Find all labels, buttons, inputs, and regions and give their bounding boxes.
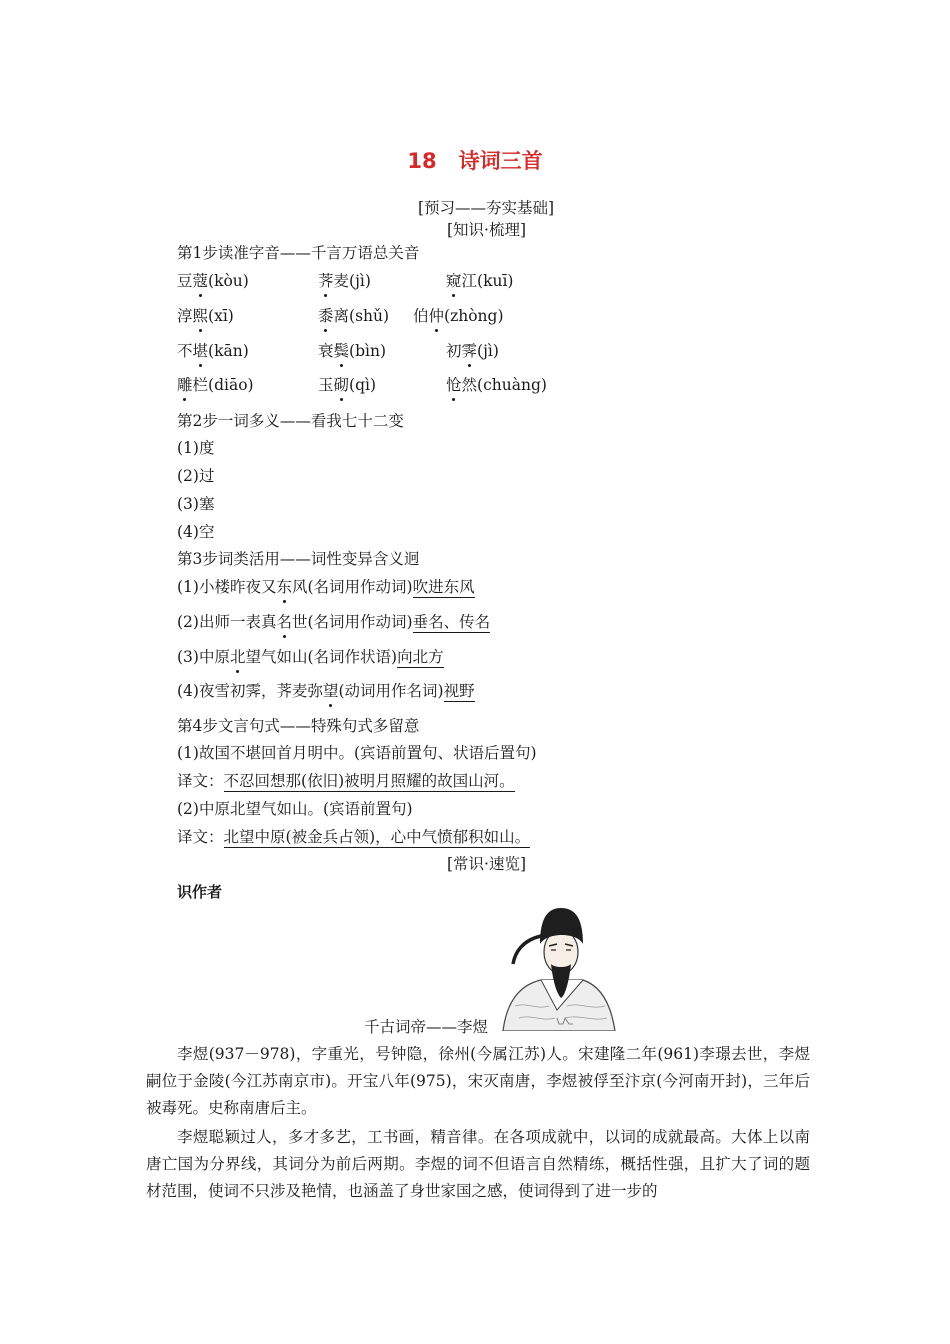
answer: 向北方 [397,648,444,666]
step1-heading: 第1步读准字音——千言万语总关音 [177,244,420,262]
section-common: [常识·速览] [447,855,527,873]
lesson-title [0,145,950,175]
translation-1: 译文：不忍回想那(依旧)被明月照耀的故国山河。 [177,772,515,790]
pinyin: (kòu) [208,272,249,290]
pronunciation-item: 怆然(chuàng) [446,373,547,395]
pinyin: (shǔ) [349,307,390,325]
section-preview: [预习——夯实基础] [418,199,555,217]
pronunciation-item: 淳熙(xī) [177,304,234,326]
pinyin: (jì) [349,272,371,290]
pronunciation-item: 荠麦(jì) [318,269,371,291]
pinyin: (zhòng) [444,307,504,325]
sentence-pattern-1: (1)故国不堪回首月明中。(宾语前置句、状语后置句) [177,744,537,762]
pronunciation-item: 不堪(kān) [177,339,249,361]
pronunciation-item: 雕栏(diāo) [177,373,254,395]
answer: 吹进东风 [412,578,475,596]
pinyin: (jì) [477,342,499,360]
translation-2: 译文：北望中原(被金兵占领)，心中气愤郁积如山。 [177,828,531,846]
answer: 垂名、传名 [412,613,491,631]
pronunciation-item: 衰鬓(bìn) [318,339,386,361]
pinyin: (xī) [208,307,234,325]
pronunciation-item: 伯仲(zhòng) [413,304,504,326]
part-of-speech-item: (1)小楼昨夜又东风(名词用作动词)吹进东风 [177,575,475,597]
pinyin: (chuàng) [477,376,547,394]
pinyin: (kān) [208,342,249,360]
pinyin: (kuī) [477,272,514,290]
polysemy-item: (1)度 [177,439,215,457]
pinyin: (qì) [349,376,377,394]
lesson-title-text: 诗词三首 [458,149,543,173]
part-of-speech-item: (2)出师一表真名世(名词用作动词)垂名、传名 [177,610,490,632]
lesson-number: 18 [407,149,437,173]
polysemy-item: (4)空 [177,523,215,541]
polysemy-item: (2)过 [177,467,215,485]
author-paragraph-1: 李煜(937－978)，字重光，号钟隐，徐州(今属江苏)人。宋建隆二年(961)李璟去世，李煜嗣位于金陵(今江苏南京市)。开宝八年(975)，宋灭南唐，李煜被俘至汴京(今河南开封)，三年后被毒死。史称南唐后主。 [146,1045,810,1117]
author-paragraph-2: 李煜聪颖过人，多才多艺，工书画，精音律。在各项成就中，以词的成就最高。大体上以南唐亡国为分界线，其词分为前后两期。李煜的词不但语言自然精练，概括性强，且扩大了词的题材范围，使词不只涉及艳情，也涵盖了身世家国之感，使词得到了进一步的 [146,1128,810,1200]
li-yu-portrait [497,906,617,1031]
section-knowledge: [知识·梳理] [447,221,527,239]
portrait-caption: 千古词帝——李煜 [364,1018,489,1036]
sentence-pattern-2: (2)中原北望气如山。(宾语前置句) [177,800,413,818]
author-heading: 识作者 [177,883,223,901]
pinyin: (bìn) [349,342,386,360]
polysemy-item: (3)塞 [177,495,215,513]
pronunciation-item: 初霁(jì) [446,339,499,361]
part-of-speech-item: (3)中原北望气如山(名词作状语)向北方 [177,645,444,667]
step2-heading: 第2步一词多义——看我七十二变 [177,412,404,430]
pronunciation-item: 黍离(shǔ) [318,304,389,326]
step3-heading: 第3步词类活用——词性变异含义迥 [177,550,420,568]
answer: 视野 [443,682,475,700]
pronunciation-item: 豆蔻(kòu) [177,269,249,291]
step4-heading: 第4步文言句式——特殊句式多留意 [177,717,420,735]
pronunciation-item: 窥江(kuī) [446,269,513,291]
part-of-speech-item: (4)夜雪初霁，荠麦弥望(动词用作名词)视野 [177,679,475,701]
pronunciation-item: 玉砌(qì) [318,373,376,395]
pinyin: (diāo) [208,376,254,394]
